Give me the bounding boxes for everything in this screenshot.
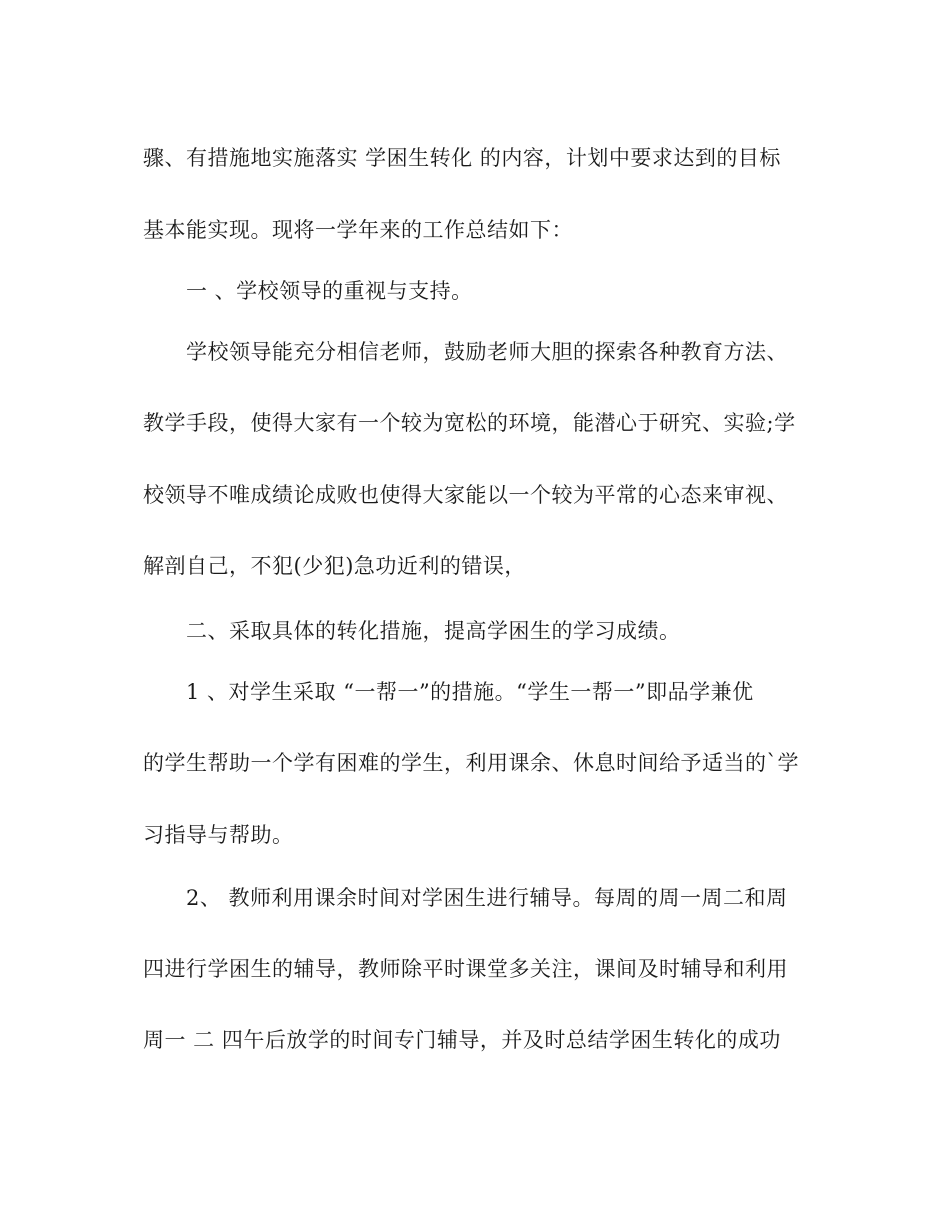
text-line: 骤、有措施地实施落实 学困生转化 的内容，计划中要求达到的目标 — [143, 146, 781, 170]
text-line: 校领导不唯成绩论成败也使得大家能以一个较为平常的心态来审视、 — [143, 483, 788, 507]
text-line: 基本能实现。现将一学年来的工作总结如下： — [143, 218, 573, 242]
text-line: 学校领导能充分相信老师，鼓励老师大胆的探索各种教育方法、 — [186, 340, 788, 364]
section-heading: 二、采取具体的转化措施，提高学困生的学习成绩。 — [186, 619, 681, 643]
text-line: 周一 二 四午后放学的时间专门辅导，并及时总结学困生转化的成功 — [143, 1028, 781, 1052]
text-line: 解剖自己，不犯(少犯)急功近利的错误， — [143, 554, 526, 578]
text-line: 2、 教师利用课余时间对学困生进行辅导。每周的周一周二和周 — [186, 886, 788, 910]
text-line: 四进行学困生的辅导，教师除平时课堂多关注，课间及时辅导和利用 — [143, 957, 788, 981]
section-heading: 一 、学校领导的重视与支持。 — [186, 279, 473, 303]
text-line: 习指导与帮助。 — [143, 823, 294, 847]
text-line: 教学手段，使得大家有一个较为宽松的环境，能潜心于研究、实验;学 — [143, 411, 796, 435]
text-line: 的学生帮助一个学有困难的学生，利用课余、休息时间给予适当的`学 — [143, 751, 799, 775]
text-line: 1 、对学生采取 “一帮一”的措施。“学生一帮一”即品学兼优 — [186, 680, 754, 704]
